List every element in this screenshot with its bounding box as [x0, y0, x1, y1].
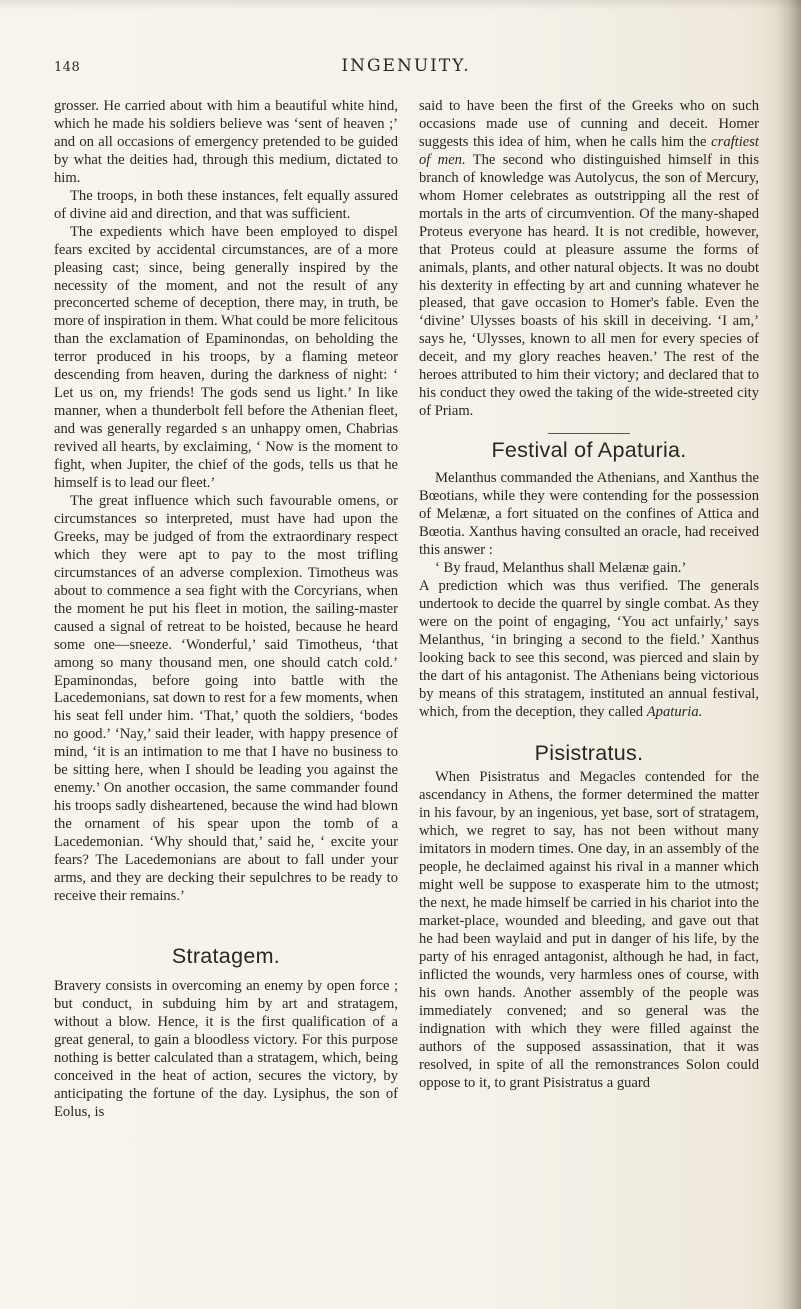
text-run: said to have been the first of the Greeks who on such occasions made use of cunning and deceit. Homer suggests this idea of him, when he calls him the [419, 98, 759, 150]
right-column [419, 98, 759, 1093]
section-divider [548, 433, 630, 434]
page-top-edge [0, 0, 801, 10]
section-title-apaturia: Festival of Apaturia. [491, 438, 687, 463]
paragraph: Bravery consists in overcoming an enemy by open force ; but conduct, in subduing him by art and stratagem, without a blow. Hence, it is the first qualification of a great general, to gain a bloodless victory. For this purpose nothing is better calculated than a stratagem, which, being conceived in the heat of action, secures the victory, by anticipating the fortune of the day. Lysiphus, the son of Eolus, is [54, 977, 398, 1120]
text-run: The second who distinguished himself in this branch of knowledge was Autolycus, the son of Mercury, whom Homer celebrates as outstripping all the rest of mortals in the arts of circumvention. Of the many-shaped Proteus everyone has heard. It is not credible, however, that Proteus could at pleasure assume the forms of animals, plants, and other natural objects. It was no doubt his dexterity in effecting by art and cunning whatever he pleased, that gave occasion to Homer's fable. Even the ‘divine’ Ulysses boasts of his skill in deceiving. ‘I am,’ says he, ‘Ulysses, known to all men for every species of deceit, and my glory reaches heaven.’ The rest of the heroes attributed to him their victory; and declared that to his conduct they owed the taking of the wide-streeted city of Priam. [419, 151, 759, 420]
paragraph: The expedients which have been employed to dispel fears excited by accidental circumstances, are of a more pleasing cast; since, being generally inspired by the necessity of the moment, and not the result of any preconcerted scheme of deception, there may, in truth, be more of inspiration in them. What could be more felicitous than the exclamation of Epaminondas, on beholding the terror produced in his troops, by a flaming meteor descending from heaven, during the darkness of night: ‘ Let us on, my friends! The gods send us light.’ In like manner, when a thunderbolt fell before the Athenian fleet, and was generally regarded s an unhappy omen, Chabrias revived all hearts, by exclaiming, ‘ Now is the moment to fight, when Jupiter, the chief of the gods, tells us that he himself is to lead our fleet.’ [54, 223, 398, 492]
oracle-quote: ‘ By fraud, Melanthus shall Melænæ gain.’ [435, 559, 687, 576]
section-title-pisistratus: Pisistratus. [534, 741, 644, 766]
paragraph: grosser. He carried about with him a beautiful white hind, which he made his soldiers believe was ‘sent of heaven ;’ and on all occasions of emergency pretended to be guided by what the deities had, through this medium, dictated to him. [54, 98, 398, 186]
italic-phrase: craftiest of men. [419, 133, 759, 168]
running-head: INGENUITY. [341, 56, 471, 76]
paragraph: The troops, in both these instances, felt equally assured of divine aid and direction, and that was sufficient. [54, 187, 398, 222]
paragraph [419, 578, 759, 722]
italic-phrase: Apaturia. [646, 703, 703, 720]
text-run: A prediction which was thus verified. The generals undertook to decide the quarrel by single combat. As they were on the point of engaging, ‘You act unfairly,’ says Melanthus, ‘in bringing a second to the field.’ Xanthus looking back to see this second, was pierced and slain by the dart of his antagonist. The Athenians being victorious by means of this stratagem, instituted an annual festival, which, from the deception, they called [419, 577, 759, 720]
page-number: 148 [54, 60, 81, 75]
paragraph: Melanthus commanded the Athenians, and Xanthus the Bœotians, while they were contending for the possession of Melænæ, a fort situated on the confines of Attica and Bœotia. Xanthus having consulted an oracle, had received this answer : [419, 470, 759, 558]
page-header [54, 56, 758, 80]
paragraph: When Pisistratus and Megacles contended for the ascendancy in Athens, the former determined the matter in his favour, by an ingenious, yet base, sort of stratagem, which, we regret to say, has not been without many imitators in modern times. One day, in an assembly of the people, he declaimed against his rival in a manner which might well be suppose to exasperate him to the utmost; the next, he made himself be carried in his chariot into the market-place, wounded and bleeding, and gave out that he had been waylaid and put in danger of his life, by the party of his enraged antagonist, although he had, in fact, inflicted the wounds, very harmless ones of course, with his own hands. Another assembly of the people was immediately convened; and so general was the indignation with which they were filled against the authors of the supposed assassination, that it was resolved, in spite of all the remonstrances Solon could oppose to it, to grant Pisistratus a guard [419, 769, 759, 1091]
paragraph [419, 98, 759, 421]
left-column [54, 98, 398, 1121]
paragraph: The great influence which such favourable omens, or circumstances so interpreted, must have had upon the Greeks, may be judged of from the extraordinary respect which they were apt to pay to the most trifling circumstances of an adverse complexion. Timotheus was about to commence a sea fight with the Corcyrians, when the moment he put his fleet in motion, the sailing-master caused a signal of retreat to be hoisted, because he heard some one—sneeze. ‘Wonderful,’ said Timotheus, ‘that among so many thousand men, one should catch cold.’ Epaminondas, before going into battle with the Lacedemonians, sat down to rest for a few moments, when his seat fell under him. ‘That,’ quoth the soldiers, ‘bodes no good.’ ‘Nay,’ said their leader, with happy presence of mind, ‘it is an intimation to me that I have no business to be sitting here, when I should be leading you against the enemy.’ On another occasion, the same commander found his troops sadly disheartened, because the wind had blown the ornament of his spear upon the tomb of a Lacedemonian. ‘Why should that,’ said he, ‘ excite your fears? The Lacedemonians are about to fall under your arms, and they are decking their sepulchres to be ready to receive their remains.’ [54, 492, 398, 904]
page-edge-shadow [775, 0, 801, 1309]
section-title-stratagem: Stratagem. [171, 943, 281, 968]
